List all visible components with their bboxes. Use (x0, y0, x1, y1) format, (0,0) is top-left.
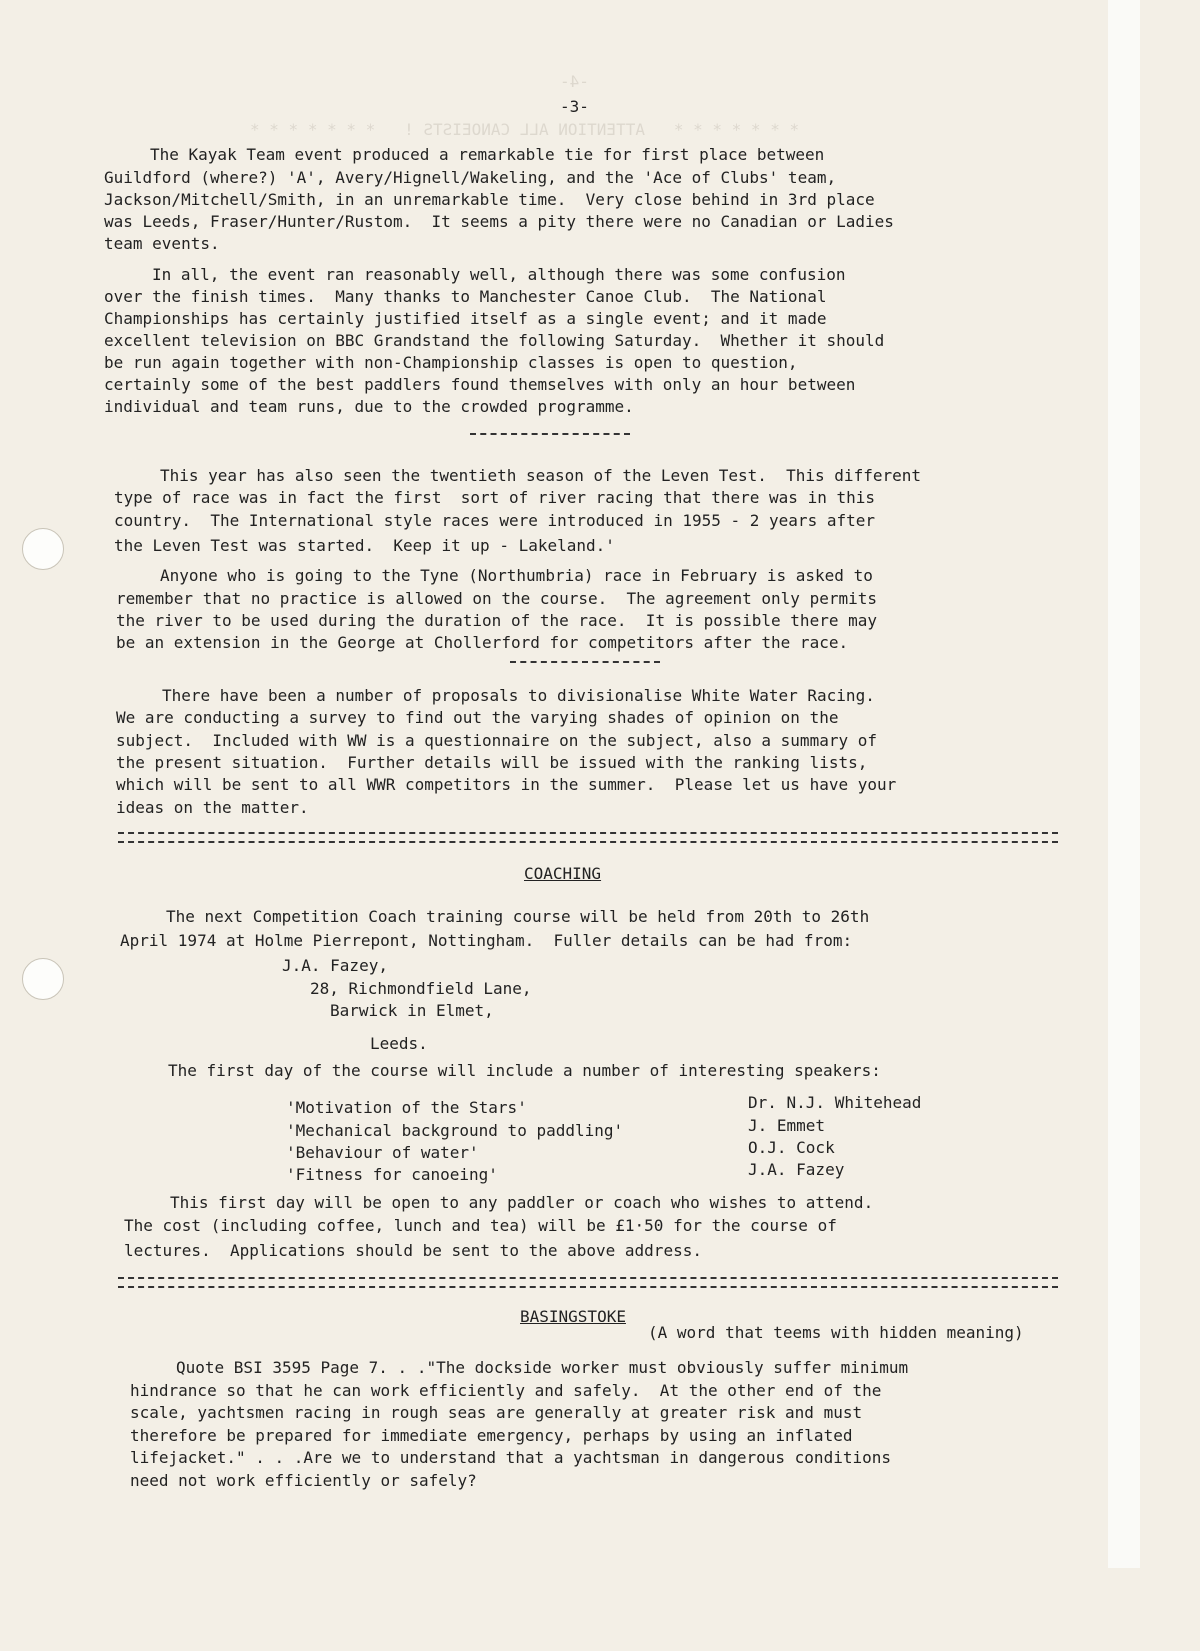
page-number: -3- (560, 97, 589, 116)
text-line: Guildford (where?) 'A', Avery/Hignell/Wakeling, and the 'Ace of Clubs' team, (104, 168, 837, 187)
address-line: Barwick in Elmet, (330, 1001, 494, 1020)
text-line: This year has also seen the twentieth season of the Leven Test. This different (160, 466, 921, 485)
text-line: country. The International style races were introduced in 1955 - 2 years after (114, 511, 875, 530)
text-line: was Leeds, Fraser/Hunter/Rustom. It seems a pity there were no Canadian or Ladies (104, 212, 894, 231)
text-line: The cost (including coffee, lunch and tea) will be £1·50 for the course of (124, 1216, 837, 1235)
text-line: subject. Included with WW is a questionnaire on the subject, also a summary of (116, 731, 877, 750)
double-rule (118, 1277, 1058, 1288)
text-line: certainly some of the best paddlers found themselves with only an hour between (104, 375, 856, 394)
text-line: ideas on the matter. (116, 798, 309, 817)
text-line: The first day of the course will include a number of interesting speakers: (168, 1061, 881, 1080)
text-line: Anyone who is going to the Tyne (Northumbria) race in February is asked to (160, 566, 873, 585)
text-line: hindrance so that he can work efficiently and safely. At the other end of the (130, 1381, 882, 1400)
text-line: Jackson/Mitchell/Smith, in an unremarkable time. Very close behind in 3rd place (104, 190, 875, 209)
text-line: lifejacket." . . .Are we to understand that a yachtsman in dangerous conditions (130, 1448, 891, 1467)
text-line: be run again together with non-Championship classes is open to question, (104, 353, 798, 372)
basingstoke-heading: BASINGSTOKE (520, 1307, 626, 1326)
talk-title: 'Motivation of the Stars' (286, 1098, 527, 1117)
talk-speaker: J. Emmet (748, 1116, 826, 1135)
text-line: type of race was in fact the first sort of river racing that there was in this (114, 488, 875, 507)
punch-hole (22, 528, 64, 570)
text-line: The Kayak Team event produced a remarkable tie for first place between (150, 145, 825, 164)
address-line: 28, Richmondfield Lane, (310, 979, 532, 998)
double-rule (118, 832, 1058, 843)
text-line: therefore be prepared for immediate emergency, perhaps by using an inflated (130, 1426, 853, 1445)
talk-speaker: O.J. Cock (748, 1138, 835, 1157)
text-line: be an extension in the George at Chollerford for competitors after the race. (116, 633, 849, 652)
page-edge (1108, 0, 1140, 1568)
basingstoke-subtitle: (A word that teems with hidden meaning) (648, 1323, 1024, 1342)
text-line: need not work efficiently or safely? (130, 1471, 477, 1490)
text-line: team events. (104, 234, 220, 253)
text-line: over the finish times. Many thanks to Manchester Canoe Club. The National (104, 287, 827, 306)
text-line: the river to be used during the duration of the race. It is possible there may (116, 611, 877, 630)
text-line: There have been a number of proposals to divisionalise White Water Racing. (162, 686, 875, 705)
address-line: Leeds. (370, 1034, 428, 1053)
text-line: the present situation. Further details will be issued with the ranking lists, (116, 753, 868, 772)
text-line: April 1974 at Holme Pierrepont, Nottingham. Fuller details can be had from: (120, 931, 853, 950)
text-line: In all, the event ran reasonably well, although there was some confusion (152, 265, 846, 284)
bleed-through: -4- (560, 72, 589, 91)
talk-title: 'Mechanical background to paddling' (286, 1121, 624, 1140)
text-line: The next Competition Coach training course will be held from 20th to 26th (166, 907, 870, 926)
text-line: We are conducting a survey to find out the varying shades of opinion on the (116, 708, 839, 727)
text-line: the Leven Test was started. Keep it up - Lakeland.' (114, 536, 615, 555)
text-line: This first day will be open to any paddler or coach who wishes to attend. (170, 1193, 874, 1212)
address-line: J.A. Fazey, (282, 956, 388, 975)
text-line: excellent television on BBC Grandstand the following Saturday. Whether it should (104, 331, 885, 350)
text-line: individual and team runs, due to the crowded programme. (104, 397, 634, 416)
coaching-heading: COACHING (524, 864, 602, 883)
section-divider (470, 433, 630, 435)
text-line: Championships has certainly justified itself as a single event; and it made (104, 309, 827, 328)
talk-speaker: Dr. N.J. Whitehead (748, 1093, 922, 1112)
talk-title: 'Behaviour of water' (286, 1143, 479, 1162)
text-line: scale, yachtsmen racing in rough seas are generally at greater risk and must (130, 1403, 863, 1422)
bleed-through: * * * * * * * ATTENTION ALL CANOEISTS ! * * * * * * * (250, 120, 800, 139)
punch-hole (22, 958, 64, 1000)
section-divider (510, 661, 660, 663)
text-line: which will be sent to all WWR competitors in the summer. Please let us have your (116, 775, 897, 794)
talk-title: 'Fitness for canoeing' (286, 1165, 498, 1184)
text-line: remember that no practice is allowed on the course. The agreement only permits (116, 589, 877, 608)
text-line: lectures. Applications should be sent to the above address. (124, 1241, 702, 1260)
talk-speaker: J.A. Fazey (748, 1160, 845, 1179)
text-line: Quote BSI 3595 Page 7. . ."The dockside worker must obviously suffer minimum (176, 1358, 909, 1377)
